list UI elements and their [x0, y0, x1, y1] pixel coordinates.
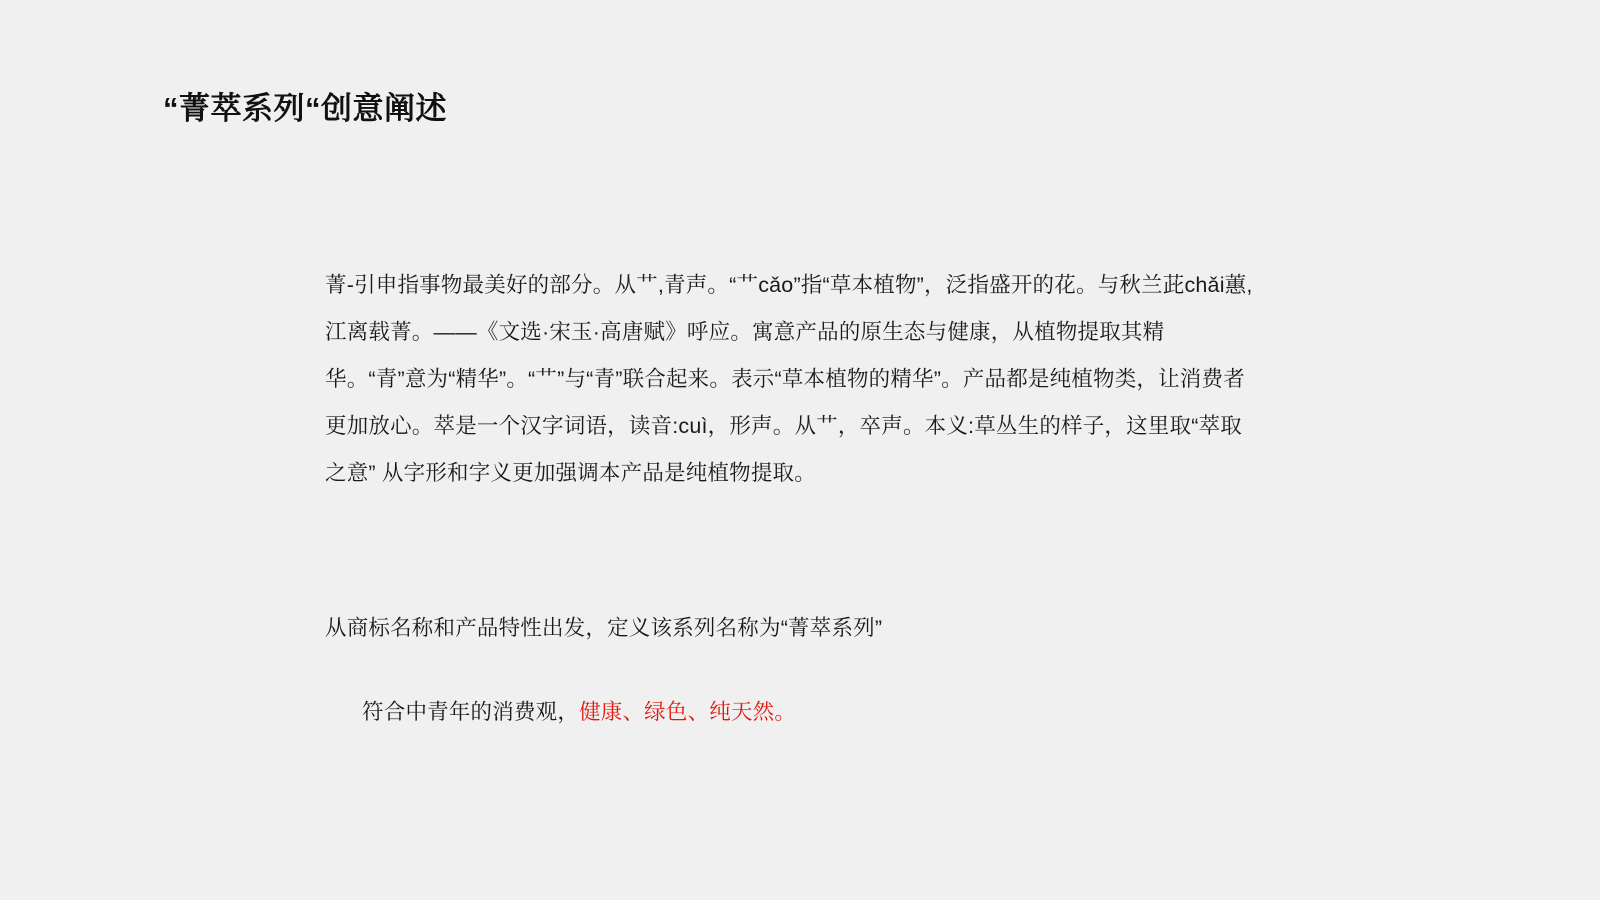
creative-explanation-paragraph: 菁-引申指事物最美好的部分。从艹,青声。“艹cǎo”指“草本植物”，泛指盛开的花。与秋兰茈chǎi蕙,江离载菁。——《文选·宋玉·高唐赋》呼应。寓意产品的原生态与健康，从植物提取其精华。“青”意为“精华”。“艹”与“青”联合起来。表示“草本植物的精华”。产品都是纯植物类，让消费者更加放心。萃是一个汉字词语，读音:cuì，形声。从艹，卒声。本义:草丛生的样子，这里取“萃取之意” 从字形和字义更加强调本产品是纯植物提取。	[325, 273, 1253, 485]
page-title: “菁萃系列“创意阐述	[163, 91, 447, 126]
closing-text-block	[325, 607, 1255, 775]
closing-line-series-name: 从商标名称和产品特性出发，定义该系列名称为“菁萃系列”	[325, 616, 883, 640]
closing-line-highlight: 健康、绿色、纯天然。	[579, 700, 797, 724]
closing-line-prefix: 符合中青年的消费观，	[362, 700, 580, 724]
body-text-block	[325, 262, 1255, 497]
closing-line-consumer-view	[325, 649, 1255, 775]
